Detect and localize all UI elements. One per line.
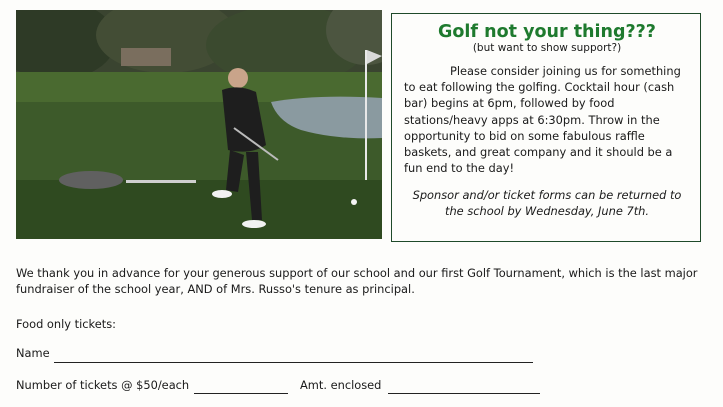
thanks-paragraph: We thank you in advance for your generous support of our school and our first Golf Tournament, which is the last major fundraiser of the school year, AND of Mrs. Russo's tenure as principal. xyxy=(16,266,698,296)
support-info-box xyxy=(391,13,701,242)
amount-field[interactable] xyxy=(388,393,540,394)
name-field[interactable] xyxy=(54,362,533,363)
tickets-quantity-field[interactable] xyxy=(194,393,288,394)
amount-label: Amt. enclosed xyxy=(300,378,382,392)
golf-course-scene xyxy=(16,10,382,239)
name-label: Name xyxy=(16,346,50,360)
tickets-label: Number of tickets @ $50/each xyxy=(16,378,190,392)
promo-subtitle: (but want to show support?) xyxy=(472,42,622,54)
promo-note: Sponsor and/or ticket forms can be returned to the school by Wednesday, June 7th. xyxy=(412,188,682,219)
golfer-photo xyxy=(16,10,382,239)
food-tickets-heading: Food only tickets: xyxy=(16,317,116,331)
promo-title: Golf not your thing??? xyxy=(438,22,656,42)
promo-body: Please consider joining us for something to eat following the golfing. Cocktail hour (cash bar) begins at 6pm, followed by food stations/heavy apps at 6:30pm. Throw in the opportunity to bid on some fabulous raffle baskets, and great company and it should be a fun end to the day! xyxy=(404,64,681,176)
